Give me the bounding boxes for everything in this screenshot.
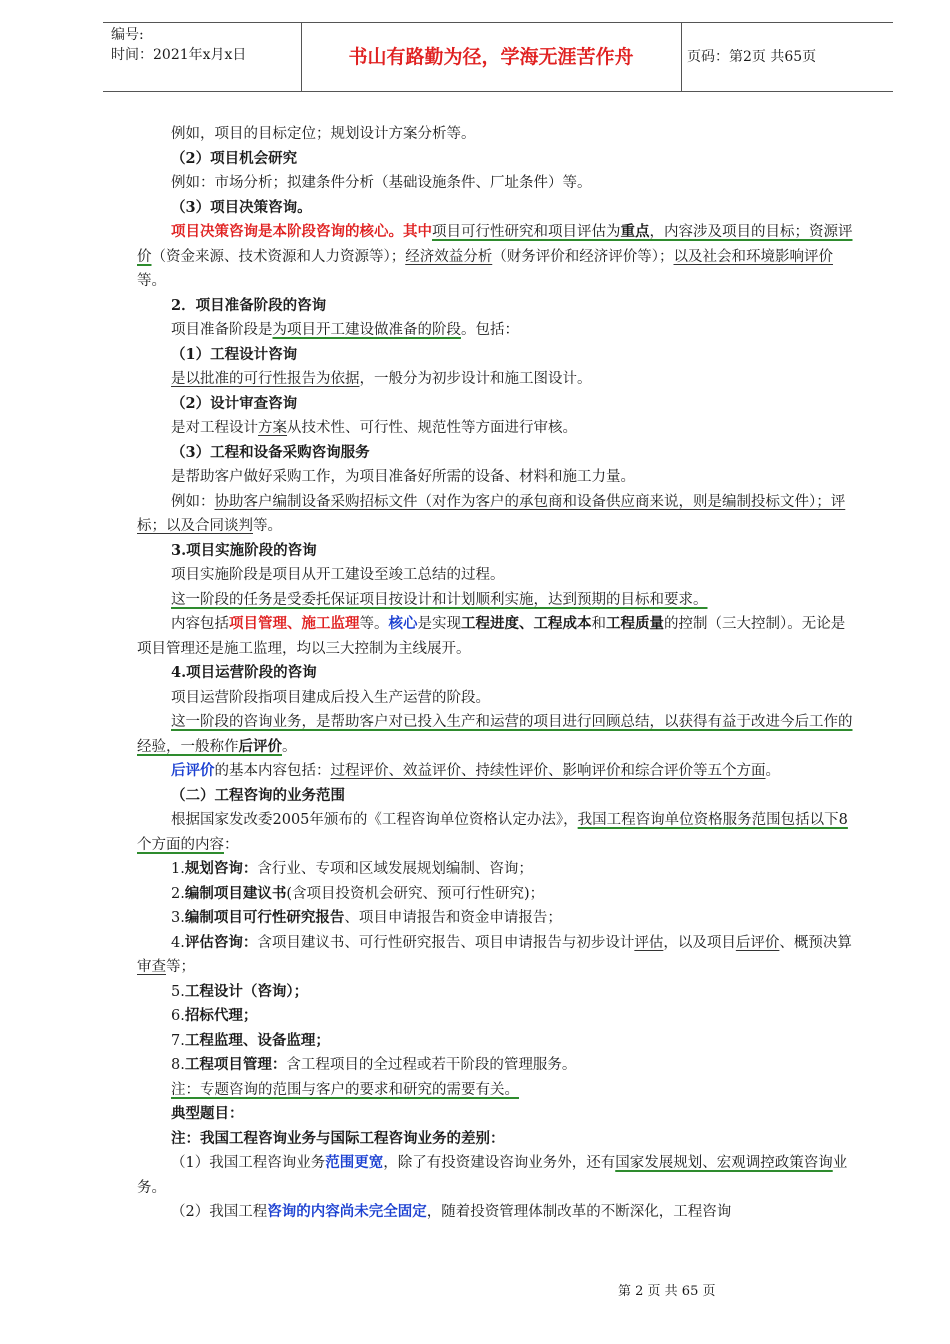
text: 等； <box>166 959 195 975</box>
text: 编制项目可行性研究报告 <box>184 909 345 926</box>
text: 2. <box>171 885 185 902</box>
text: (含项目投资机会研究、预可行性研究)； <box>286 885 545 902</box>
text: 重点 <box>620 223 650 240</box>
text: 。包括： <box>461 322 519 338</box>
list-item <box>137 857 859 882</box>
text: 工程质量 <box>606 615 664 632</box>
text: 含项目建议书、可行性研究报告、项目申请报告与初步设计 <box>257 934 635 951</box>
text: （2）我国工程 <box>171 1204 268 1220</box>
text: 审查 <box>137 959 166 975</box>
text: 、项目申请报告和资金申请报告； <box>344 910 562 926</box>
text: （1）我国工程咨询业务 <box>171 1155 326 1171</box>
heading: （3）工程和设备采购咨询服务 <box>171 443 370 461</box>
list-item <box>137 931 859 980</box>
text: 项目管理、施工监理 <box>229 615 360 632</box>
text: ，一般分为初步设计和施工图设计。 <box>359 371 592 387</box>
heading: （2）项目机会研究 <box>171 149 298 167</box>
list-item <box>137 882 859 907</box>
paragraph <box>137 588 859 613</box>
text: 规划咨询： <box>184 860 258 877</box>
text: 是以批准的可行性报告为依据 <box>171 371 360 387</box>
text: 后评价 <box>735 934 780 951</box>
text: 项目决策咨询是本阶段咨询的核心。其中 <box>171 223 432 240</box>
text: （财务评价和经济评价等）； <box>492 248 674 265</box>
paragraph <box>137 759 859 784</box>
text: 和 <box>591 616 606 632</box>
heading: （2）设计审查咨询 <box>171 394 298 412</box>
paragraph <box>137 1151 859 1200</box>
paragraph <box>137 465 859 490</box>
text: 。 <box>282 738 297 755</box>
text: 等。 <box>359 616 389 632</box>
paragraph <box>137 490 859 539</box>
text: 6. <box>171 1008 185 1024</box>
text: 工程监理、设备监理； <box>184 1031 330 1049</box>
heading: 注：我国工程咨询业务与国际工程咨询业务的差别： <box>171 1129 505 1147</box>
heading: 2．项目准备阶段的咨询 <box>171 296 327 314</box>
page-header <box>103 22 893 92</box>
text: 根据国家发改委2005年颁布的《工程咨询单位资格认定办法》， <box>171 812 578 828</box>
text: 工程进度、工程成本 <box>461 615 592 632</box>
paragraph <box>137 1200 859 1225</box>
paragraph <box>137 220 859 294</box>
text: 我国工程咨询单位资格服务范围包括以下8个方面的内容 <box>137 812 848 853</box>
text: 是对工程设计 <box>171 420 258 436</box>
text: 过程评价、效益评价、持续性评价、影响评价和综合评价等五个方面 <box>330 763 766 779</box>
text: 等。 <box>137 273 166 289</box>
text: 的控制（三大控制）。无论是项目管理还是施工监理，均以三大控制为主线展开。 <box>137 616 846 657</box>
heading: 典型题目： <box>171 1105 244 1122</box>
heading: （1）工程设计咨询 <box>171 345 298 363</box>
text: ，以及项目 <box>663 934 736 951</box>
text: ： <box>224 836 239 853</box>
text: ，内容涉及项目的目标；资源评价 <box>137 224 853 265</box>
text: （资金来源、技术资源和人力资源等）； <box>151 248 406 265</box>
paragraph <box>137 563 859 588</box>
list-item <box>137 980 859 1005</box>
text: 评估咨询： <box>184 933 258 951</box>
text: 从技术性、可行性、规范性等方面进行审核。 <box>287 420 577 436</box>
paragraph <box>137 686 859 711</box>
text: 经济效益分析 <box>405 248 493 265</box>
text: 这一阶段的任务是受委托保证项目按设计和计划顺利实施，达到预期的目标和要求。 <box>171 591 708 608</box>
text: 评估 <box>634 934 664 951</box>
heading: （3）项目决策咨询。 <box>171 198 312 216</box>
text: 项目可行性研究和项目评估为 <box>432 224 621 240</box>
text: 7. <box>171 1032 185 1049</box>
text: 例如，项目的目标定位；规划设计方案分析等。 <box>171 126 476 142</box>
heading: 3.项目实施阶段的咨询 <box>171 541 317 559</box>
text: 范围更宽 <box>325 1154 384 1171</box>
paragraph <box>137 171 859 196</box>
text: 工程设计（咨询）； <box>184 982 309 1000</box>
list-item <box>137 1053 859 1078</box>
text: 编制项目建议书 <box>184 884 287 902</box>
heading: 4.项目运营阶段的咨询 <box>171 664 317 681</box>
list-item <box>137 1004 859 1029</box>
text: 例如：市场分析；拟建条件分析（基础设施条件、厂址条件）等。 <box>171 175 592 191</box>
text: 项目运营阶段指项目建成后投入生产运营的阶段。 <box>171 689 490 706</box>
paragraph <box>137 612 859 661</box>
section-heading: （二）工程咨询的业务范围 <box>171 786 345 804</box>
list-item <box>137 906 859 931</box>
text: 的基本内容包括： <box>214 763 331 779</box>
header-divider <box>301 23 302 91</box>
text: 后评价 <box>171 762 215 779</box>
text: 以及社会和环境影响评价 <box>673 248 833 265</box>
text: 、概预决算 <box>779 934 852 951</box>
note <box>137 1078 859 1103</box>
text: 招标代理； <box>184 1007 258 1024</box>
paragraph <box>137 416 859 441</box>
text: 协助客户编制设备采购招标文件（对作为客户的承包商和设备供应商来说，则是编制投标文件）；评标；以及合同谈判 <box>137 493 846 534</box>
text: 工程项目管理： <box>184 1056 287 1073</box>
text: 项目实施阶段是项目从开工建设至竣工总结的过程。 <box>171 567 505 583</box>
text: 后评价 <box>238 737 282 755</box>
text: 4. <box>171 934 185 951</box>
text: 为项目开工建设做准备的阶段 <box>272 322 461 338</box>
text: 这一阶段的咨询业务，是帮助客户对已投入生产和运营的项目进行回顾总结，以获得有益于改进今后工作的经验，一般称作 <box>137 714 853 755</box>
text: ，随着投资管理体制改革的不断深化，工程咨询 <box>426 1204 732 1220</box>
text: 咨询的内容尚未完全固定 <box>267 1203 427 1220</box>
date-label: 时间：2021年x月x日 <box>111 47 247 63</box>
header-page-label: 页码：第2页 共65页 <box>687 49 817 65</box>
text: 注：专题咨询的范围与客户的要求和研究的需要有关。 <box>171 1081 519 1098</box>
header-meta <box>111 25 301 65</box>
paragraph <box>137 710 859 759</box>
header-motto: 书山有路勤为径，学海无涯苦作舟 <box>348 46 634 68</box>
text: 项目准备阶段是 <box>171 322 273 338</box>
text: 核心 <box>388 615 418 632</box>
page-footer: 第 2 页 共 65 页 <box>618 1284 716 1299</box>
text: 含工程项目的全过程或若干阶段的管理服务。 <box>286 1057 577 1073</box>
text: 内容包括 <box>171 616 229 632</box>
paragraph <box>137 318 859 343</box>
document-body <box>137 122 859 1225</box>
text: 方案 <box>258 420 287 436</box>
list-item <box>137 1029 859 1054</box>
text: 例如： <box>171 493 215 510</box>
text: ，除了有投资建设咨询业务外，还有 <box>383 1155 616 1171</box>
text: 是帮助客户做好采购工作，为项目准备好所需的设备、材料和施工力量。 <box>171 469 635 485</box>
paragraph <box>137 367 859 392</box>
paragraph <box>137 122 859 147</box>
number-label: 编号: <box>111 27 144 43</box>
text: 1. <box>171 861 185 877</box>
text: 含行业、专项和区域发展规划编制、咨询； <box>257 861 533 877</box>
text: 等。 <box>253 518 282 534</box>
paragraph <box>137 808 859 857</box>
text: 。 <box>765 763 780 779</box>
text: 5. <box>171 983 185 1000</box>
text: 国家发展规划、宏观调控政策咨询 <box>615 1155 833 1171</box>
header-divider <box>681 23 682 91</box>
text: 3. <box>171 910 185 926</box>
text: 8. <box>171 1057 185 1073</box>
text: 是实现 <box>417 616 461 632</box>
text: 业务。 <box>137 1155 848 1196</box>
